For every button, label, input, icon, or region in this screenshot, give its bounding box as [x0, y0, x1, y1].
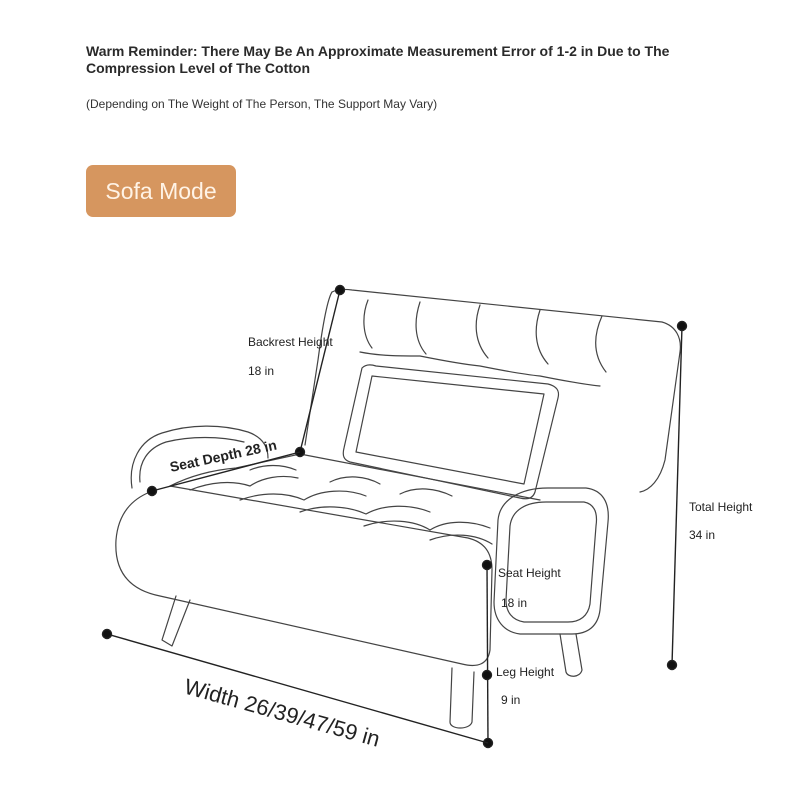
total-height-value: 34 in: [689, 528, 716, 542]
throw-pillow: [343, 365, 558, 499]
seat-front-roll: [116, 486, 492, 665]
seat-height-line: [487, 565, 488, 743]
seat-depth-text: Seat Depth 28 in: [168, 436, 279, 475]
sofa-mode-badge: Sofa Mode: [86, 165, 236, 217]
total-bottom-dot: [668, 661, 677, 670]
seat-height-dot: [483, 561, 492, 570]
backrest-height-value: 18 in: [248, 364, 275, 378]
backrest-outline: [305, 289, 680, 492]
backrest-top-dot: [336, 286, 345, 295]
leg-height-dot: [483, 671, 492, 680]
seat-tufting: [170, 454, 540, 544]
width-text: Width 26/39/47/59 in: [181, 673, 383, 752]
seat-height-label: Seat Height: [498, 566, 561, 580]
warm-reminder-text: Warm Reminder: There May Be An Approximate Measurement Error of 1-2 in Due to The Compression Level of The Cotton: [86, 43, 670, 76]
seat-front-dot: [148, 487, 157, 496]
width-left-dot: [103, 630, 112, 639]
leg-height-label: Leg Height: [496, 665, 555, 679]
backrest-height-line: [300, 290, 340, 452]
support-note: (Depending on The Weight of The Person, The Support May Vary): [86, 97, 438, 111]
leg-height-value: 9 in: [501, 693, 521, 707]
seat-height-value: 18 in: [501, 596, 528, 610]
total-top-dot: [678, 322, 687, 331]
right-arm: [494, 488, 608, 634]
total-height-label: Total Height: [689, 500, 753, 514]
backrest-height-label: Backrest Height: [248, 335, 333, 349]
